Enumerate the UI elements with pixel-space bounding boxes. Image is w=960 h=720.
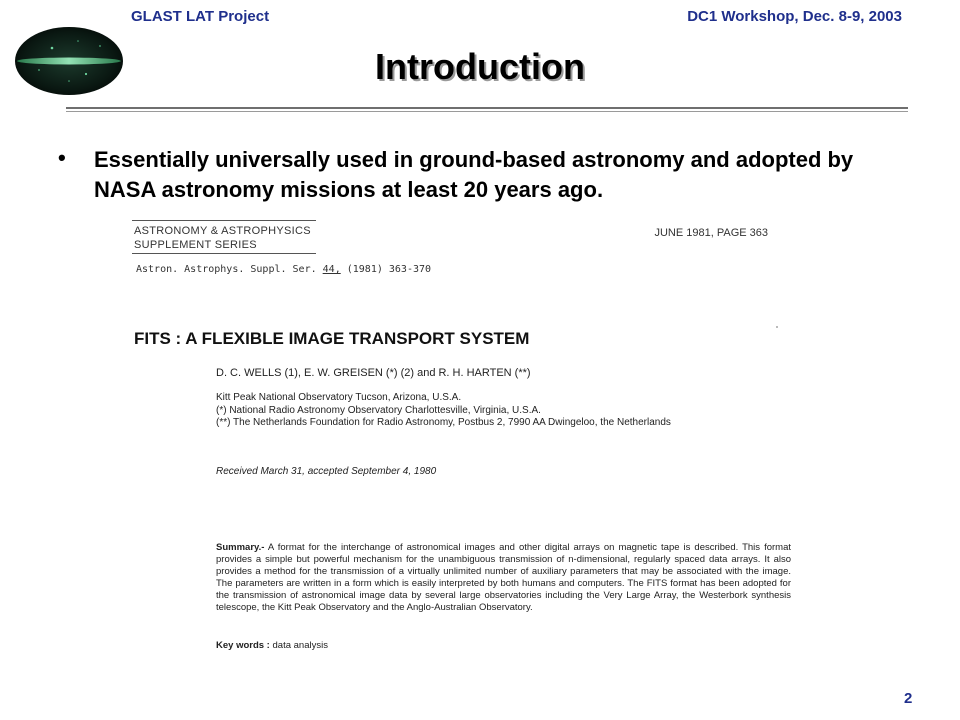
paper-authors: D. C. WELLS (1), E. W. GREISEN (*) (2) and R. H. HARTEN (**) — [216, 367, 531, 379]
paper-clipping — [118, 214, 794, 660]
header-project: GLAST LAT Project — [131, 8, 270, 25]
paper-title: FITS : A FLEXIBLE IMAGE TRANSPORT SYSTEM — [134, 329, 530, 348]
keywords-text: data analysis — [272, 640, 328, 651]
paper-affiliations — [216, 392, 671, 430]
affiliation-3: (**) The Netherlands Foundation for Radio Astronomy, Postbus 2, 7990 AA Dwingeloo, the Netherlands — [216, 417, 671, 428]
header-event: DC1 Workshop, Dec. 8-9, 2003 — [687, 8, 902, 25]
paper-received: Received March 31, accepted September 4, 1980 — [216, 466, 437, 477]
journal-citation — [136, 264, 431, 275]
keywords-label: Key words : — [216, 640, 270, 651]
page-number: 2 — [904, 690, 913, 707]
journal-name-line1: ASTRONOMY & ASTROPHYSICS — [134, 225, 311, 237]
scan-speck — [776, 326, 778, 328]
summary-text: A format for the interchange of astronomical images and other digital arrays on magnetic tape is described. This format provides a simple but powerful mechanism for the unambiguous transmission of n-dimensional, regularly spaced data arrays. It also provides a method for the transmission of a virtually unlimited number of auxiliary parameters that may be associated with the image. The parameters are written in a form which is easily interpreted by both humans and computers. The FITS format has been adopted for the transmission of astronomical image data by several large observatories including the Very Large Array, the Westerbork synthesis telescope, the Kitt Peak Observatory and the Anglo-Australian Observatory. — [216, 542, 791, 613]
title-divider-thin — [66, 111, 908, 112]
affiliation-2: (*) National Radio Astronomy Observatory Charlottesville, Virginia, U.S.A. — [216, 404, 541, 416]
bullet-symbol: • — [58, 145, 66, 170]
affiliation-1: Kitt Peak National Observatory Tucson, Arizona, U.S.A. — [216, 392, 462, 403]
journal-rule-top — [132, 220, 316, 221]
title-divider — [66, 107, 908, 109]
journal-rule-bottom — [132, 253, 316, 254]
journal-name-line2: SUPPLEMENT SERIES — [134, 239, 257, 251]
paper-summary — [216, 542, 791, 614]
summary-label: Summary.- — [216, 542, 265, 553]
citation-volume: 44, — [322, 264, 341, 275]
bullet-text: Essentially universally used in ground-based astronomy and adopted by NASA astronomy missions at least 20 years ago. — [94, 147, 854, 202]
journal-date: JUNE 1981, PAGE 363 — [654, 227, 768, 239]
journal-name — [134, 224, 311, 252]
paper-keywords — [216, 640, 328, 651]
citation-suffix: (1981) 363-370 — [346, 264, 432, 275]
citation-prefix: Astron. Astrophys. Suppl. Ser. — [136, 264, 317, 275]
slide-title: Introduction — [375, 46, 585, 87]
